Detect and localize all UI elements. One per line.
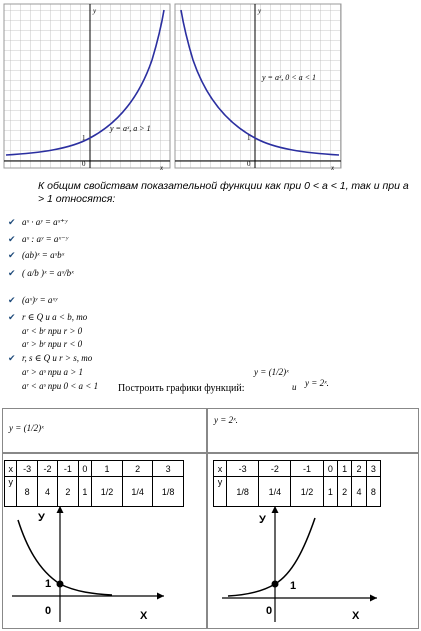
right-plot-x-label: X <box>352 610 360 622</box>
left-one: 1 <box>82 134 86 142</box>
check-icon: ✔ <box>8 217 16 227</box>
left-curve-label: y = aˣ, a > 1 <box>110 124 151 133</box>
table-cell: 1/2 <box>92 477 123 507</box>
table-cell: 1/2 <box>291 477 323 507</box>
graph-a-greater-1 <box>4 4 170 168</box>
task-and: и <box>292 382 297 392</box>
table-cell: -1 <box>291 461 323 477</box>
left-plot-one: 1 <box>45 578 52 590</box>
property-6: ✔ r ∈ Q и a < b, то <box>8 312 88 322</box>
table-header-y: y <box>5 477 17 507</box>
table-cell: -1 <box>58 461 78 477</box>
task-function-1: y = (1/2)ˣ <box>254 367 289 377</box>
table-cell: 2 <box>352 461 366 477</box>
left-zero: 0 <box>82 160 86 168</box>
table-header-x: x <box>214 461 227 477</box>
table-cell: 8 <box>17 477 37 507</box>
table-cell: 3 <box>366 461 380 477</box>
table-cell: 1 <box>337 461 351 477</box>
property-4: ✔ ( a/b )ˣ = aˣ/bˣ <box>8 268 74 278</box>
table-cell: 4 <box>352 477 366 507</box>
exponential-graphs <box>0 0 421 172</box>
property-2: ✔ aˣ : aʸ = aˣ⁻ʸ <box>8 234 68 244</box>
table-cell: 1 <box>78 477 92 507</box>
properties-heading: К общим свойствам показательной функции как при 0 < a < 1, так и при a > 1 относятся: <box>38 180 409 205</box>
right-plot <box>212 500 417 628</box>
table-header-y: y <box>214 477 227 507</box>
check-icon: ✔ <box>8 234 16 244</box>
table-cell: 1/4 <box>122 477 153 507</box>
right-title: y = 2ˣ. <box>214 415 238 425</box>
property-6b: aʳ > bʳ при r < 0 <box>22 339 83 349</box>
right-plot-y-label: У <box>259 514 266 526</box>
left-plot <box>4 500 204 628</box>
table-cell: -3 <box>227 461 259 477</box>
left-title-box <box>2 408 207 453</box>
left-plot-x-label: X <box>140 610 148 622</box>
check-icon: ✔ <box>8 250 16 260</box>
property-7: ✔ r, s ∈ Q и r > s, то <box>8 353 93 363</box>
task-text: Построить графики функций: <box>118 383 245 394</box>
table-cell: 1/8 <box>227 477 259 507</box>
right-zero: 0 <box>247 160 251 168</box>
right-title-box <box>207 408 419 453</box>
table-cell: 8 <box>366 477 380 507</box>
left-plot-y-label: У <box>38 512 45 524</box>
table-cell: 2 <box>337 477 351 507</box>
right-plot-one: 1 <box>290 580 297 592</box>
table-cell: 1 <box>323 477 337 507</box>
property-7b: aʳ < aˢ при 0 < a < 1 <box>22 381 99 391</box>
point-0-1 <box>57 581 64 588</box>
task-function-2: y = 2ˣ. <box>305 378 329 388</box>
table-cell: 0 <box>78 461 92 477</box>
graph-a-less-1 <box>175 4 341 168</box>
left-title: y = (1/2)ˣ <box>9 423 44 433</box>
table-cell: 2 <box>58 477 78 507</box>
property-6a: aʳ < bʳ при r > 0 <box>22 326 83 336</box>
table-cell: 1/4 <box>259 477 291 507</box>
table-cell: 3 <box>153 461 184 477</box>
left-plot-zero: 0 <box>45 605 52 617</box>
check-icon: ✔ <box>8 312 16 322</box>
table-cell: 1/8 <box>153 477 184 507</box>
left-y-label: y <box>93 7 97 15</box>
curve-2-pow-x <box>228 518 315 596</box>
table-row <box>214 461 381 477</box>
right-y-label: y <box>258 7 262 15</box>
table-cell: 2 <box>122 461 153 477</box>
table-cell: -2 <box>37 461 57 477</box>
property-1: ✔ aˣ · aʸ = aˣ⁺ʸ <box>8 217 68 227</box>
check-icon: ✔ <box>8 268 16 278</box>
property-5: ✔ (aˣ)ʸ = aˣʸ <box>8 295 58 305</box>
table-cell: -2 <box>259 461 291 477</box>
property-3: ✔ (ab)ˣ = aˣbˣ <box>8 250 65 260</box>
right-curve-label: y = aˣ, 0 < a < 1 <box>262 73 317 82</box>
check-icon: ✔ <box>8 295 16 305</box>
left-x-label: x <box>160 164 164 172</box>
table-header-x: x <box>5 461 17 477</box>
property-7a: aʳ > aˢ при a > 1 <box>22 367 84 377</box>
table-row <box>5 461 184 477</box>
right-x-label: x <box>331 164 335 172</box>
check-icon: ✔ <box>8 353 16 363</box>
table-cell: 1 <box>92 461 123 477</box>
table-cell: -3 <box>17 461 37 477</box>
point-0-1 <box>272 581 279 588</box>
table-cell: 0 <box>323 461 337 477</box>
right-one: 1 <box>247 134 251 142</box>
curve-half-pow-x <box>18 520 112 595</box>
right-plot-zero: 0 <box>266 605 273 617</box>
table-cell: 4 <box>37 477 57 507</box>
